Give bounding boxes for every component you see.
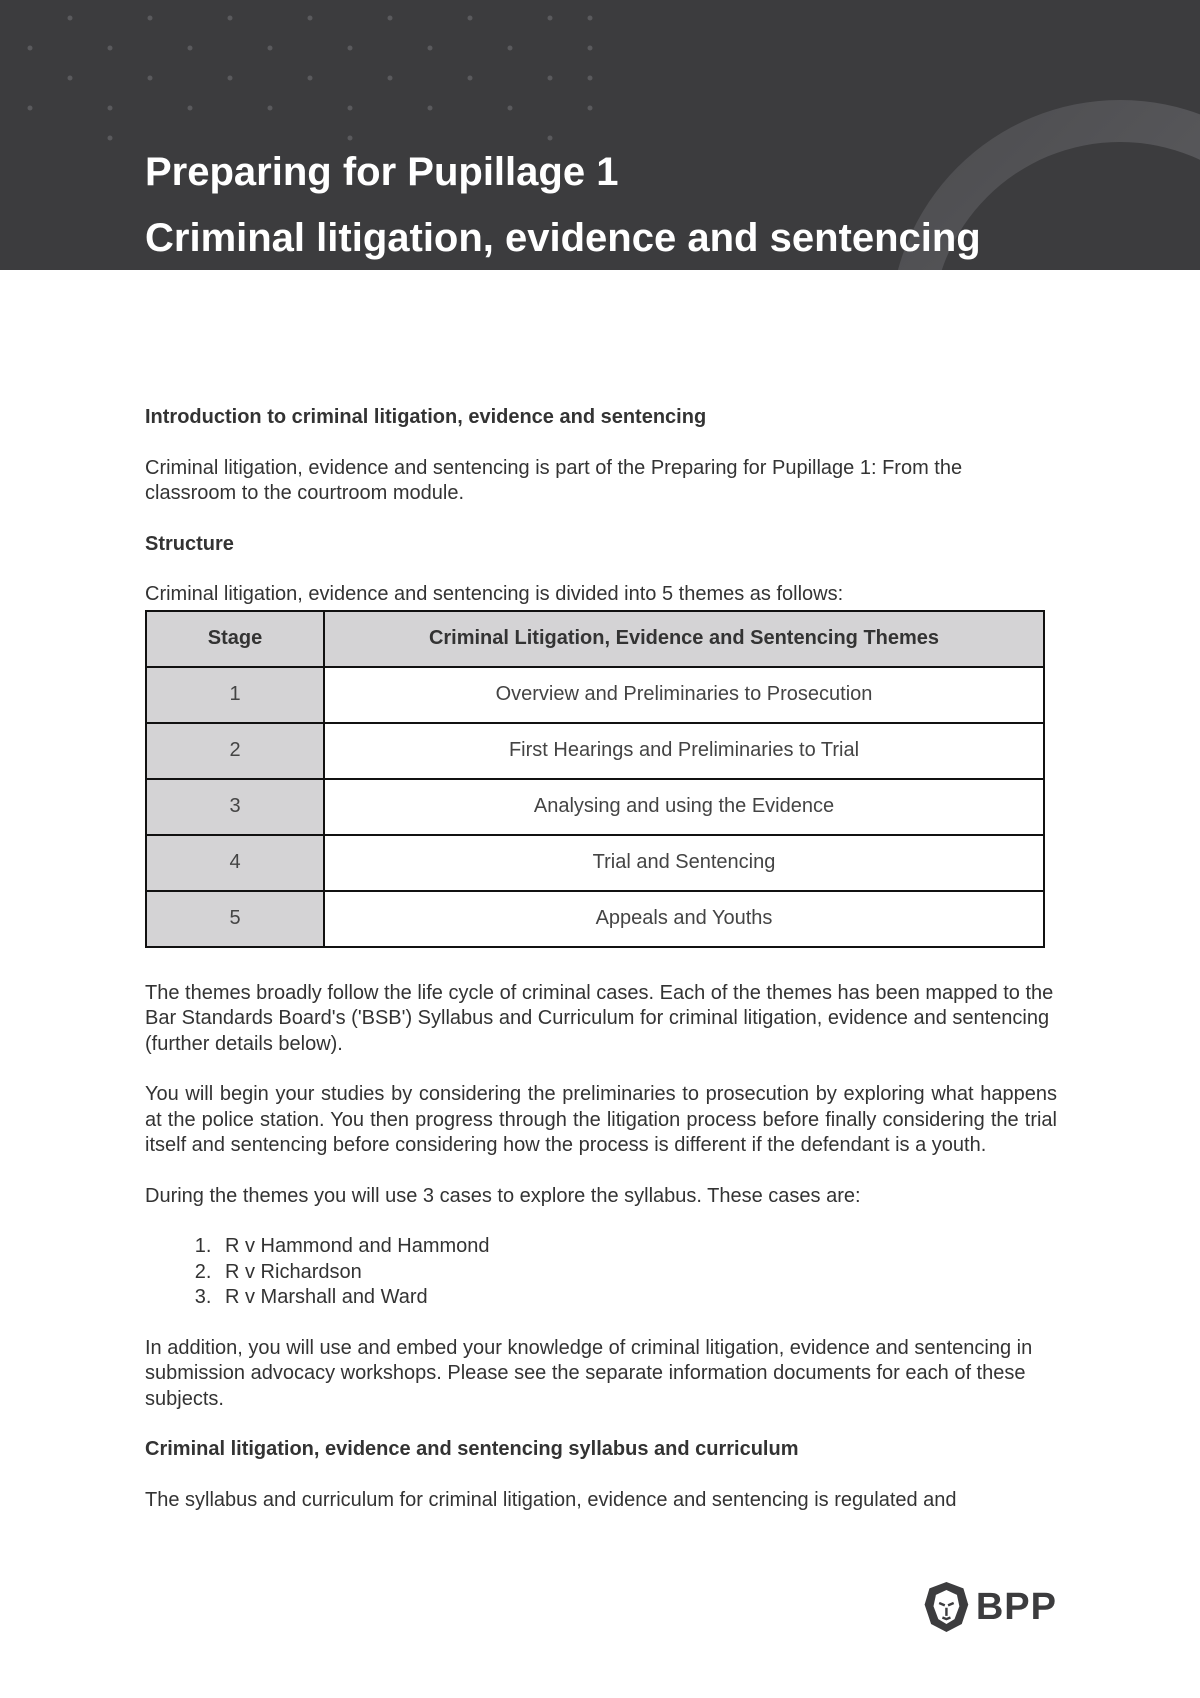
table-row (146, 779, 1044, 835)
theme-cell: Trial and Sentencing (324, 835, 1044, 891)
table-row (146, 667, 1044, 723)
body-paragraph: You will begin your studies by considering the preliminaries to prosecution by exploring what happens at the police station. You then progress through the litigation process before finally considering the trial itself and sentencing before considering how the process is different if the defendant is a youth. (145, 1083, 1057, 1156)
table-header-row (146, 611, 1044, 667)
case-list (145, 1234, 1057, 1311)
page-title: Preparing for Pupillage 1 (145, 150, 619, 194)
column-header-stage: Stage (146, 611, 324, 667)
theme-cell: First Hearings and Preliminaries to Trial (324, 723, 1044, 779)
page-subtitle: Criminal litigation, evidence and sentencing (145, 216, 981, 260)
intro-text: Criminal litigation, evidence and sentencing is part of the Preparing for Pupillage 1: From the classroom to the courtroom module. (145, 456, 963, 504)
document-body (145, 405, 1057, 1538)
bpp-logo (923, 1572, 1057, 1642)
dot-grid (28, 16, 593, 141)
stage-cell: 2 (146, 723, 324, 779)
intro-heading: Introduction to criminal litigation, evidence and sentencing (145, 406, 707, 428)
theme-cell: Overview and Preliminaries to Prosecution (324, 667, 1044, 723)
header-banner (0, 0, 1200, 270)
syllabus-heading: Criminal litigation, evidence and sentencing syllabus and curriculum (145, 1438, 799, 1460)
structure-text: Criminal litigation, evidence and sentencing is divided into 5 themes as follows: (145, 583, 844, 605)
column-header-themes: Criminal Litigation, Evidence and Sentencing Themes (324, 611, 1044, 667)
stage-cell: 5 (146, 891, 324, 947)
theme-cell: Analysing and using the Evidence (324, 779, 1044, 835)
structure-heading: Structure (145, 532, 234, 555)
stage-cell: 4 (146, 835, 324, 891)
list-item: 1. R v Hammond and Hammond (217, 1234, 1057, 1260)
table-row (146, 723, 1044, 779)
themes-table (145, 610, 1045, 948)
lion-head-icon (923, 1574, 970, 1640)
syllabus-text: The syllabus and curriculum for criminal litigation, evidence and sentencing is regulated and (145, 1488, 957, 1511)
table-row (146, 891, 1044, 947)
stage-cell: 1 (146, 667, 324, 723)
body-paragraph: The themes broadly follow the life cycle of criminal cases. Each of the themes has been mapped to the Bar Standards Board's ('BSB') Syllabus and Curriculum for criminal litigation, evidence and sentencing (further details below). (145, 981, 1054, 1055)
table-row (146, 835, 1044, 891)
list-item: 2. R v Richardson (217, 1260, 1057, 1286)
body-paragraph: During the themes you will use 3 cases to explore the syllabus. These cases are: (145, 1184, 861, 1207)
logo-text: BPP (975, 1585, 1057, 1628)
stage-cell: 3 (146, 779, 324, 835)
body-paragraph: In addition, you will use and embed your knowledge of criminal litigation, evidence and sentencing in submission advocacy workshops. Please see the separate information documents for each of these subjects. (145, 1336, 1033, 1410)
list-item: 3. R v Marshall and Ward (217, 1285, 1057, 1311)
theme-cell: Appeals and Youths (324, 891, 1044, 947)
